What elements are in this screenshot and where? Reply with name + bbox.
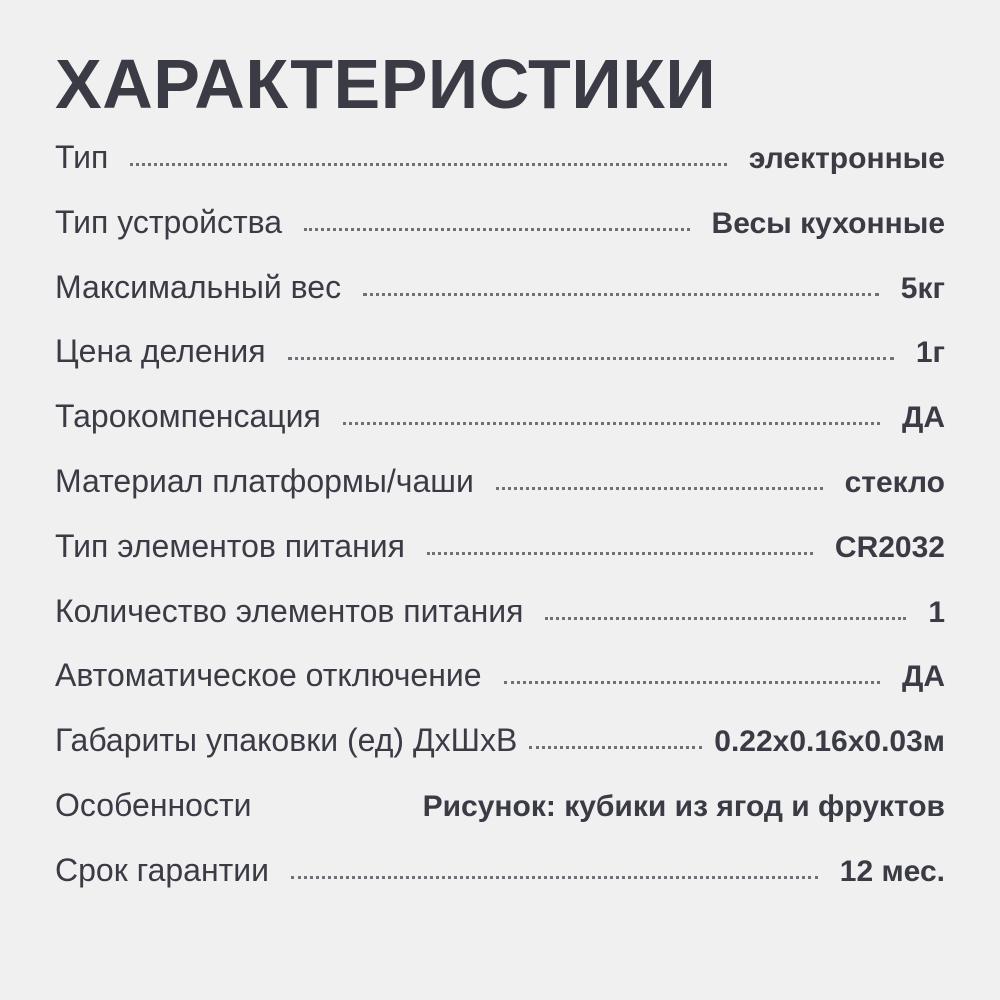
dotted-leader	[545, 617, 906, 620]
spec-row-package-dimensions	[55, 708, 945, 773]
spec-row-max-weight	[55, 255, 945, 320]
spec-row-type	[55, 125, 945, 190]
spec-label: Тип устройства	[55, 203, 283, 240]
spec-value: 1	[928, 595, 945, 629]
spec-label: Материал платформы/чаши	[55, 462, 474, 499]
spec-label: Тип элементов питания	[55, 527, 405, 564]
specs-list	[55, 125, 945, 903]
spec-row-tare	[55, 384, 945, 449]
spec-value: стекло	[844, 465, 945, 499]
spec-value: ДА	[901, 401, 945, 435]
dotted-leader	[130, 163, 727, 166]
spec-value: 12 мес.	[839, 854, 945, 888]
spec-row-platform-material	[55, 449, 945, 514]
dotted-leader	[363, 293, 879, 296]
spec-label: Количество элементов питания	[55, 592, 524, 629]
spec-value: 0.22x0.16x0.03м	[714, 725, 945, 759]
page-title: ХАРАКТЕРИСТИКИ	[55, 45, 717, 123]
spec-row-battery-type	[55, 514, 945, 579]
spec-label: Особенности	[55, 786, 252, 823]
spec-row-device-type	[55, 190, 945, 255]
dotted-leader	[291, 876, 818, 879]
spec-label: Тип	[55, 139, 109, 175]
spec-value: 1г	[915, 336, 945, 370]
spec-row-auto-off	[55, 643, 945, 708]
spec-label: Максимальный вес	[55, 268, 342, 305]
spec-label: Габариты упаковки (ед) ДхШхВ	[55, 722, 518, 759]
spec-row-battery-count	[55, 579, 945, 644]
dotted-leader	[343, 422, 880, 425]
spec-label: Автоматическое отключение	[55, 657, 482, 694]
spec-row-features	[55, 773, 945, 838]
spec-value: Весы кухонные	[711, 206, 945, 240]
spec-row-division	[55, 319, 945, 384]
dotted-leader	[504, 681, 880, 684]
spec-label: Цена деления	[55, 333, 266, 370]
dotted-leader	[288, 357, 894, 360]
spec-value: электронные	[748, 142, 945, 175]
dotted-leader	[496, 487, 823, 490]
spec-value: ДА	[901, 660, 945, 694]
spec-value: CR2032	[834, 530, 945, 564]
spec-value: 5кг	[900, 271, 945, 305]
spec-value: Рисунок: кубики из ягод и фруктов	[422, 789, 945, 823]
dotted-leader	[529, 746, 702, 749]
spec-label: Тарокомпенсация	[55, 398, 321, 435]
spec-label: Срок гарантии	[55, 851, 270, 888]
spec-row-warranty	[55, 838, 945, 903]
dotted-leader	[427, 552, 813, 555]
dotted-leader	[304, 228, 689, 231]
